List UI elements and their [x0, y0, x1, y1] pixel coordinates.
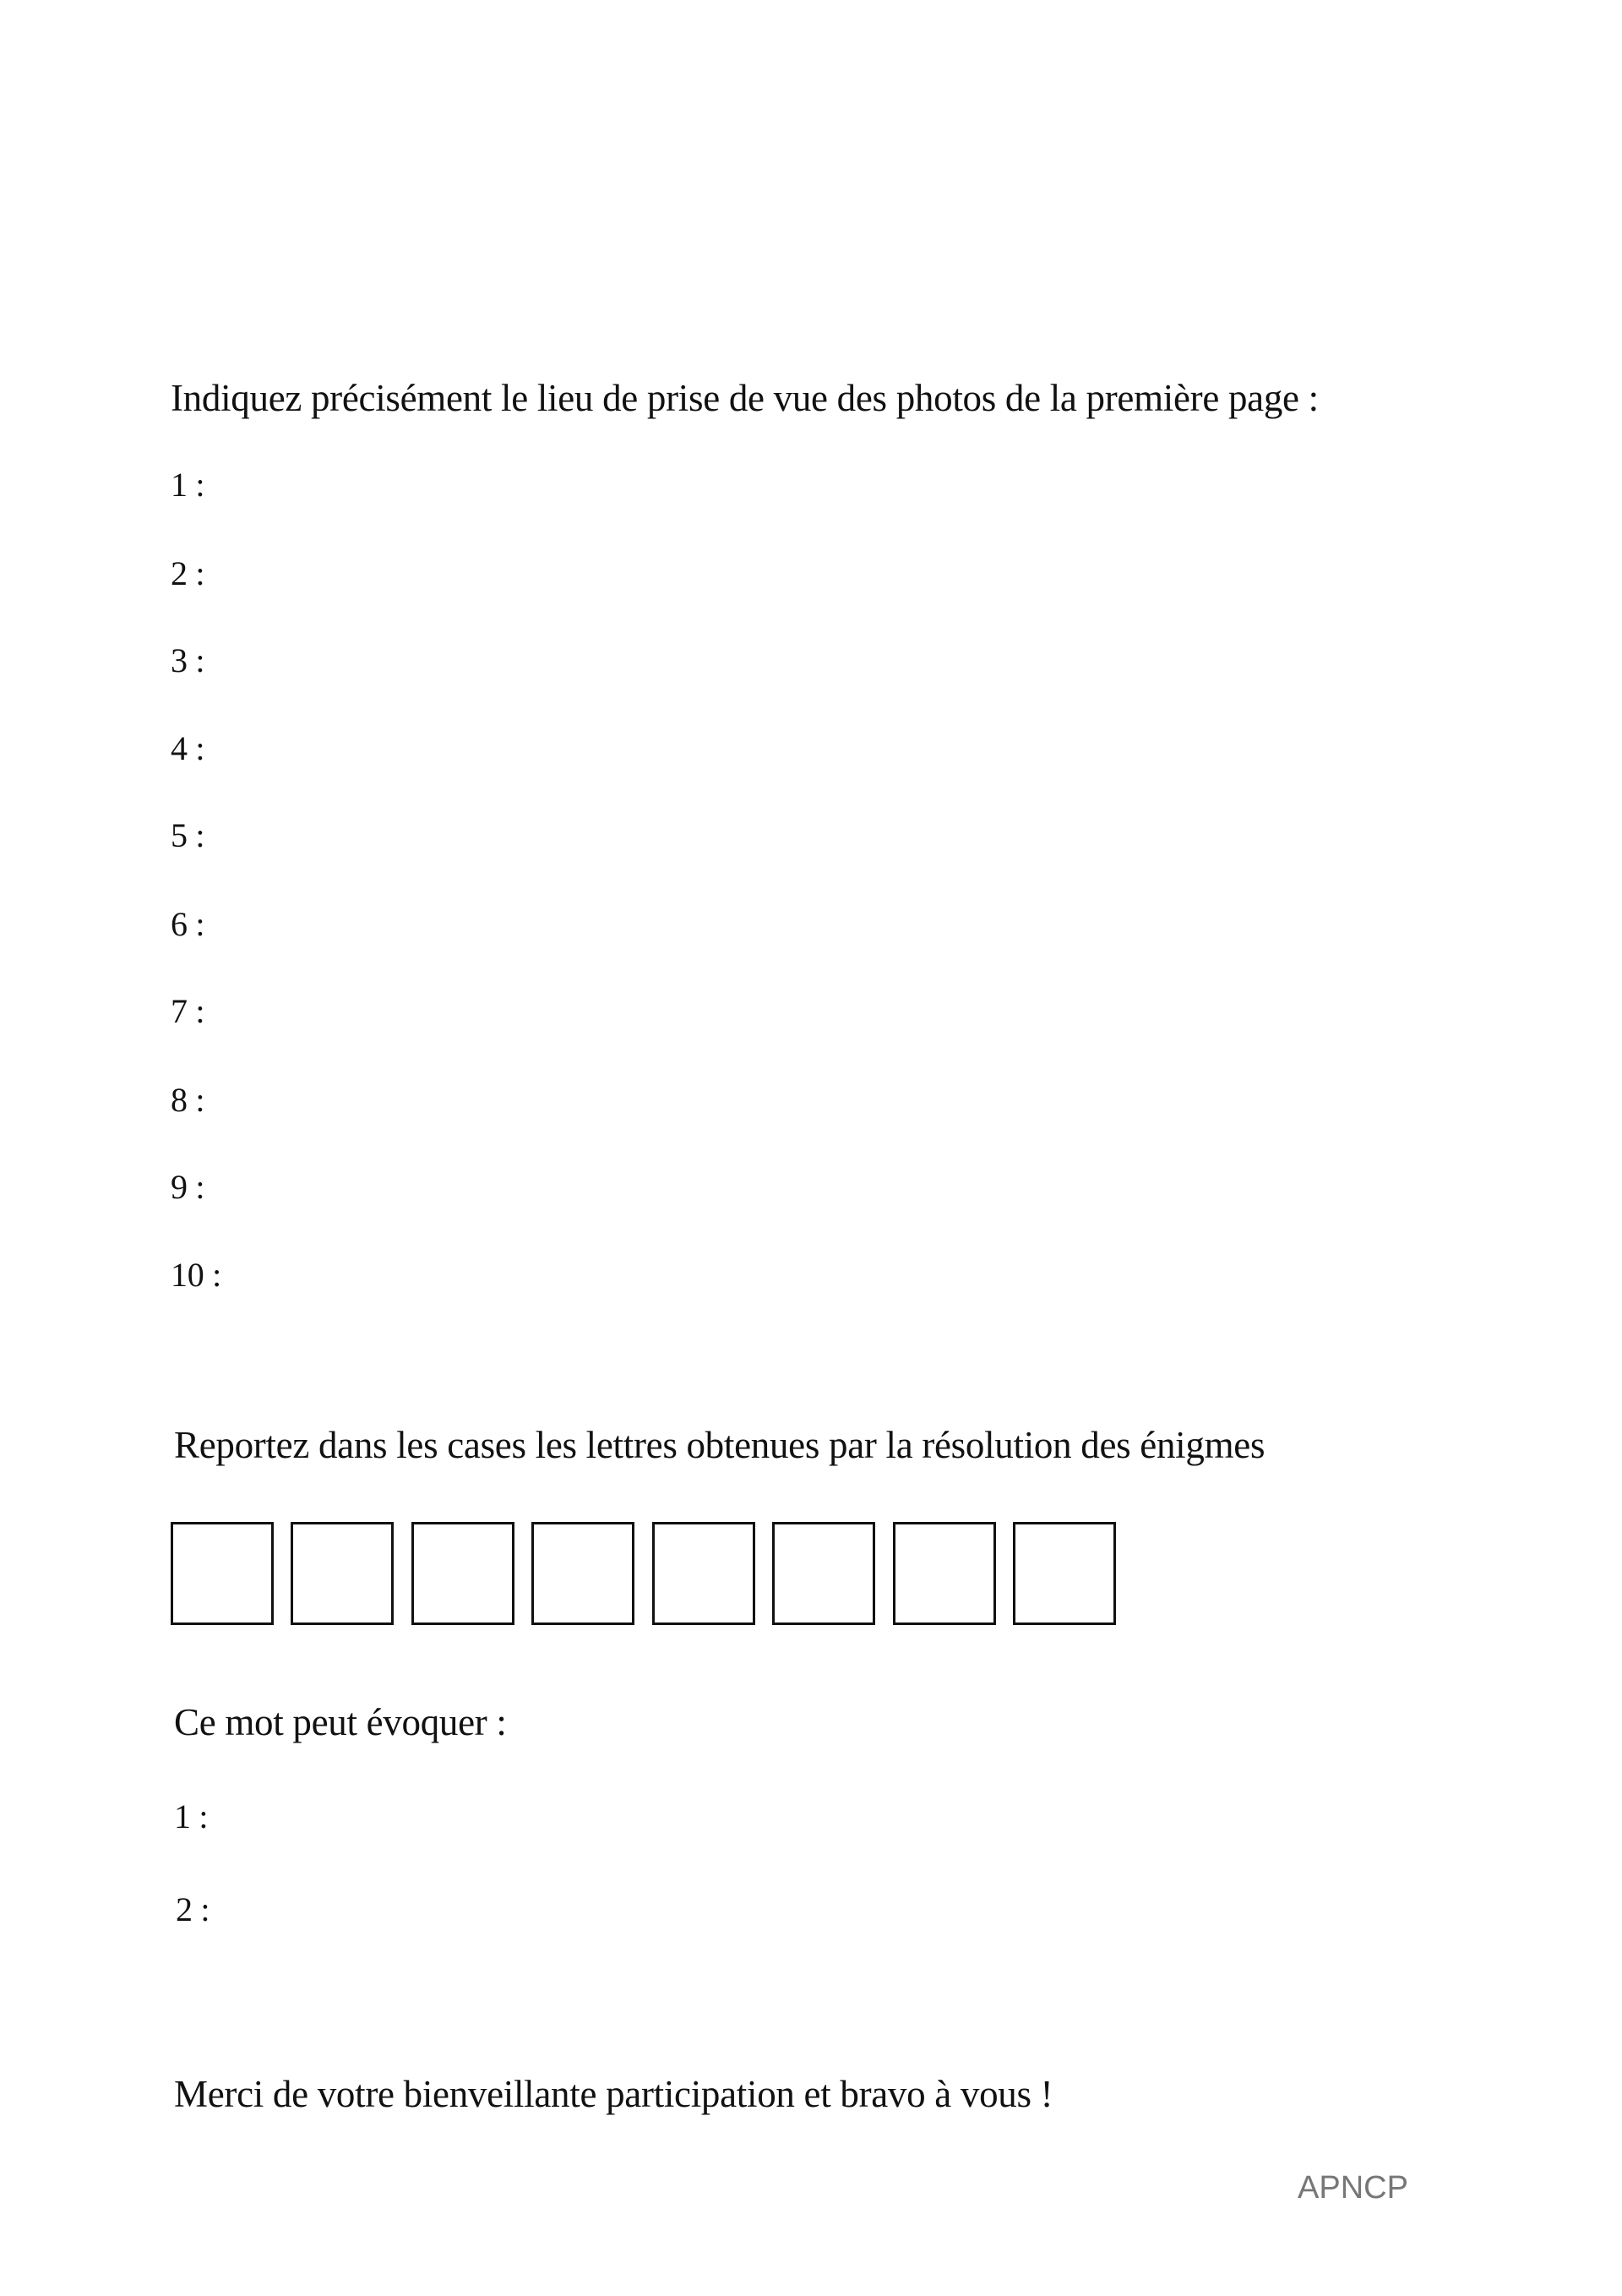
photo-answer-label-5: 5 :	[171, 816, 205, 854]
letters-heading: Reportez dans les cases les lettres obtenues par la résolution des énigmes	[174, 1424, 1265, 1466]
photo-answer-label-3: 3 :	[171, 641, 205, 679]
letter-box-5[interactable]	[652, 1522, 755, 1625]
letter-box-7[interactable]	[893, 1522, 996, 1625]
meaning-label-2: 2 :	[176, 1890, 210, 1928]
word-meaning-heading: Ce mot peut évoquer :	[174, 1701, 507, 1743]
letter-box-4[interactable]	[531, 1522, 634, 1625]
letter-box-2[interactable]	[291, 1522, 394, 1625]
photo-answer-label-1: 1 :	[171, 466, 205, 504]
letter-box-6[interactable]	[772, 1522, 875, 1625]
letter-box-1[interactable]	[171, 1522, 274, 1625]
letter-box-3[interactable]	[411, 1522, 514, 1625]
photo-answer-label-2: 2 :	[171, 554, 205, 592]
meaning-label-1: 1 :	[174, 1797, 209, 1835]
photo-answer-label-6: 6 :	[171, 905, 205, 943]
photo-answer-label-9: 9 :	[171, 1168, 205, 1206]
closing-message: Merci de votre bienveillante participation et bravo à vous !	[174, 2073, 1053, 2115]
letter-box-8[interactable]	[1013, 1522, 1116, 1625]
photo-location-heading: Indiquez précisément le lieu de prise de vue des photos de la première page :	[171, 377, 1319, 419]
footer-credit: APNCP	[1298, 2170, 1408, 2206]
photo-answer-label-7: 7 :	[171, 992, 205, 1030]
photo-answer-label-10: 10 :	[171, 1256, 221, 1294]
photo-answer-label-4: 4 :	[171, 729, 205, 767]
photo-answer-label-8: 8 :	[171, 1081, 205, 1119]
